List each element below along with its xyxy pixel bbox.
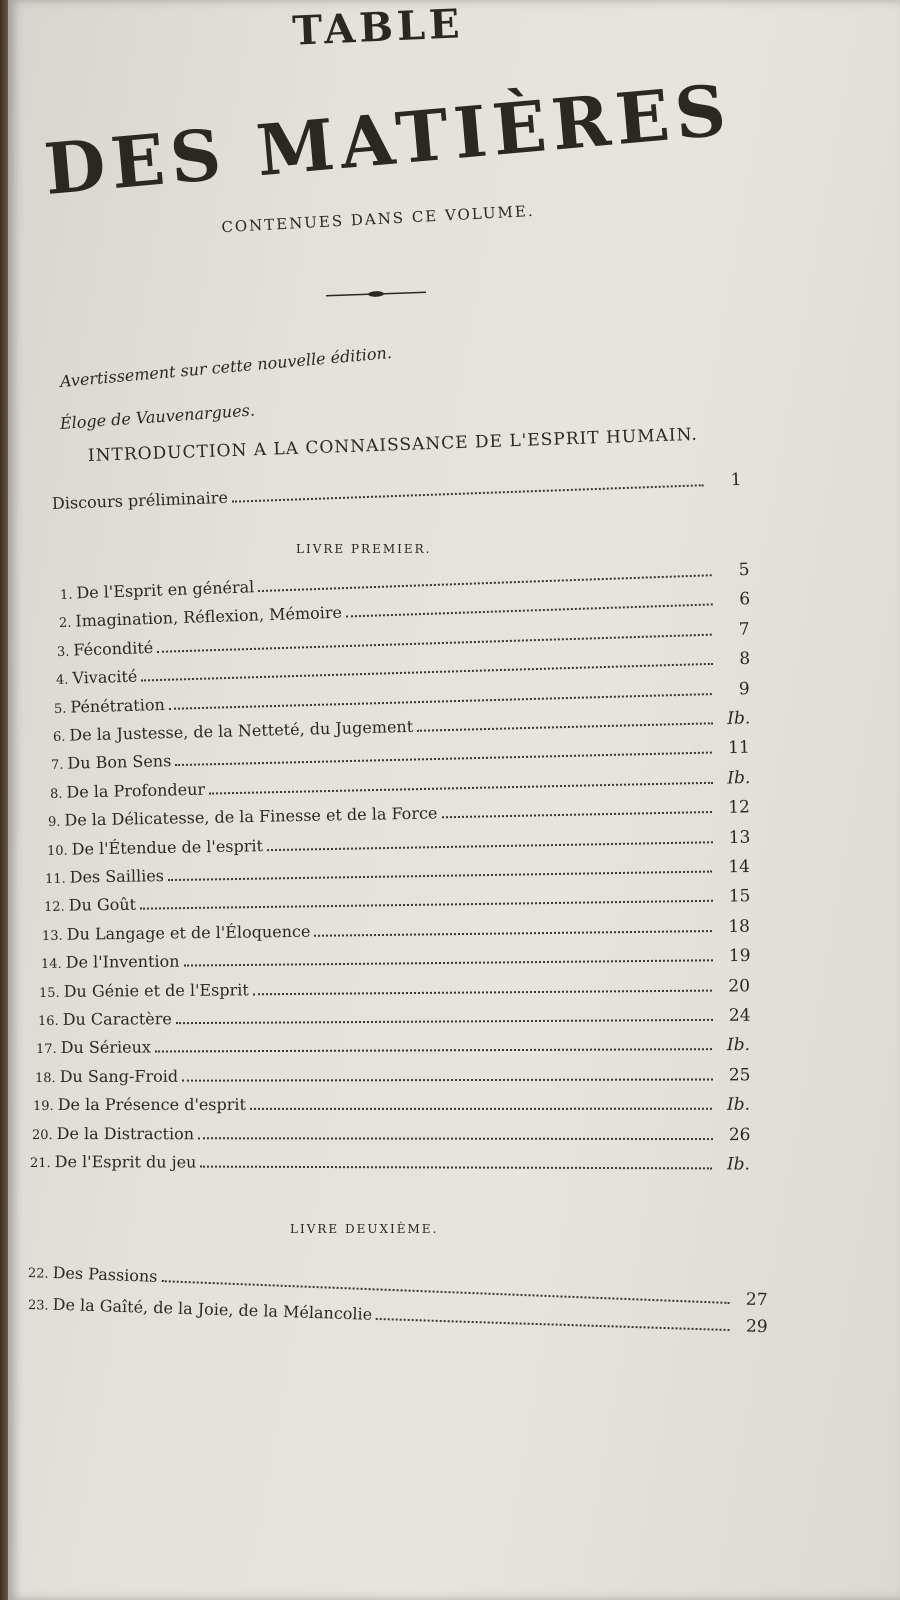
entry-number: 12.: [43, 900, 65, 916]
entry-number: 3.: [56, 644, 70, 660]
entry-label: De l'Étendue de l'esprit: [71, 835, 263, 859]
front-matter-eloge: Éloge de Vauvenargues.: [59, 400, 256, 433]
toc-entry: [30, 1152, 750, 1175]
entry-page: 6: [738, 589, 750, 610]
entry-page: Ib.: [726, 767, 751, 789]
entry-page: 8: [738, 648, 750, 670]
dot-leader: [200, 1166, 712, 1170]
entry-label: De la Présence d'esprit: [57, 1095, 246, 1115]
entry-number: 19.: [32, 1099, 54, 1115]
dot-leader: [157, 633, 712, 652]
entry-label: Du Sang-Froid: [59, 1066, 178, 1086]
entry-label: Imagination, Réflexion, Mémoire: [74, 603, 342, 631]
toc-entry: [49, 768, 750, 803]
toc-entry: [51, 738, 750, 774]
entry-page: 29: [745, 1316, 768, 1338]
entry-number: 1.: [59, 587, 73, 603]
entry-page: 25: [728, 1065, 751, 1086]
title-table: TABLE: [291, 0, 465, 55]
entry-number: 17.: [35, 1042, 57, 1058]
dot-leader: [376, 1318, 730, 1331]
entry-number: 6.: [52, 729, 66, 745]
entry-page: 13: [728, 827, 751, 848]
entry-label: Des Passions: [52, 1262, 158, 1286]
entry-page: Ib.: [726, 708, 751, 729]
entry-page: 12: [728, 797, 751, 818]
toc-entry: [31, 1124, 750, 1145]
entry-page: 19: [728, 946, 751, 967]
entry-number: 13.: [41, 928, 63, 944]
dot-leader: [209, 782, 712, 795]
entry-label: De l'Esprit en général: [76, 577, 255, 603]
toc-entry: [42, 916, 750, 944]
entry-number: 22.: [27, 1266, 49, 1282]
ornament-divider-icon: [326, 288, 426, 299]
toc-entry: [34, 1065, 750, 1087]
entry-page: 20: [728, 975, 751, 997]
dot-leader: [417, 722, 712, 731]
entry-number: 16.: [37, 1013, 59, 1029]
subtitle: CONTENUES DANS CE VOLUME.: [220, 201, 536, 237]
dot-leader: [250, 1108, 712, 1110]
entry-label: Du Goût: [68, 895, 136, 916]
entry-number: 5.: [53, 701, 67, 717]
toc-entry: [36, 1035, 750, 1058]
entry-number: 9.: [47, 814, 61, 831]
entry-number: 14.: [40, 956, 62, 973]
entry-label: Vivacité: [71, 666, 138, 688]
entry-label: De la Justesse, de la Netteté, du Jugement: [68, 716, 413, 745]
entry-number: 7.: [50, 758, 64, 774]
entry-page: 14: [728, 856, 751, 878]
entry-label: De la Gaîté, de la Joie, de la Mélancolie: [52, 1294, 373, 1324]
dot-leader: [175, 1019, 712, 1024]
title-main: DES MATIÈRES: [41, 68, 735, 211]
dot-leader: [155, 1049, 712, 1053]
dot-leader: [253, 989, 712, 995]
dot-leader: [441, 811, 711, 818]
entry-label: Pénétration: [70, 694, 166, 717]
entry-page: 18: [728, 916, 751, 937]
entry-number: 20.: [31, 1127, 53, 1143]
entry-page: 15: [728, 886, 751, 907]
entry-label: De la Distraction: [56, 1123, 194, 1143]
toc-entry: [45, 857, 750, 888]
entry-number: 21.: [29, 1156, 51, 1172]
entry-page: 7: [738, 619, 750, 640]
entry-page: 24: [728, 1005, 751, 1026]
entry-page: 26: [728, 1124, 751, 1145]
entry-page: 27: [745, 1289, 768, 1311]
toc-entry: [33, 1095, 750, 1115]
entry-label: De l'Esprit du jeu: [54, 1152, 197, 1172]
front-matter-avertissement: Avertissement sur cette nouvelle édition.: [59, 343, 393, 391]
entry-number: 15.: [38, 985, 60, 1001]
entry-label: Des Saillies: [69, 866, 165, 887]
entry-label: Fécondité: [73, 637, 154, 660]
toc-entry: [37, 1006, 750, 1030]
livre-premier-heading: LIVRE PREMIER.: [296, 542, 432, 556]
book-page: [8, 0, 900, 1600]
entry-number: 18.: [34, 1070, 56, 1086]
dot-leader: [346, 604, 712, 618]
entry-page: 1: [730, 469, 742, 491]
dot-leader: [168, 871, 712, 882]
toc-entry: [40, 946, 750, 973]
entry-label: Du Caractère: [62, 1009, 172, 1029]
entry-page: 11: [727, 738, 751, 759]
dot-leader: [175, 752, 712, 767]
dot-leader: [169, 693, 712, 710]
toc-entry: [39, 976, 750, 1002]
entry-number: 4.: [55, 672, 69, 689]
entry-label: Du Bon Sens: [67, 751, 172, 774]
entry-page: Ib.: [726, 1094, 751, 1115]
toc-entry-discours: [52, 470, 742, 514]
toc-entry: [48, 797, 750, 831]
livre-deuxieme-heading: LIVRE DEUXIÈME.: [290, 1222, 439, 1236]
entry-page: Ib.: [726, 1154, 751, 1175]
dot-leader: [183, 960, 712, 967]
dot-leader: [267, 841, 712, 851]
entry-page: 5: [738, 559, 750, 581]
dot-leader: [258, 574, 711, 592]
dot-leader: [314, 930, 712, 937]
entry-page: Ib.: [726, 1035, 751, 1056]
entry-label: De l'Invention: [65, 951, 180, 972]
entry-label: Du Sérieux: [60, 1037, 151, 1058]
toc-entry: [43, 887, 750, 917]
dot-leader: [182, 1078, 712, 1081]
dot-leader: [141, 663, 712, 682]
entry-label: De la Délicatesse, de la Finesse et de la Force: [64, 803, 438, 830]
entry-page: 9: [738, 678, 751, 699]
dot-leader: [198, 1137, 712, 1140]
entry-number: 10.: [46, 843, 68, 859]
dot-leader: [140, 900, 712, 910]
entry-number: 23.: [27, 1298, 49, 1314]
entry-number: 2.: [58, 615, 72, 632]
book-binding-edge: [0, 0, 8, 1600]
entry-label: De la Profondeur: [65, 779, 205, 802]
entry-label: Discours préliminaire: [51, 487, 229, 513]
dot-leader: [232, 484, 704, 502]
entry-label: Du Génie et de l'Esprit: [63, 979, 249, 1001]
entry-number: 11.: [44, 871, 66, 887]
toc-entry: [46, 827, 750, 859]
introduction-heading: INTRODUCTION A LA CONNAISSANCE DE L'ESPRIT HUMAIN.: [87, 424, 699, 466]
entry-label: Du Langage et de l'Éloquence: [66, 921, 311, 944]
entry-number: 8.: [49, 786, 63, 802]
